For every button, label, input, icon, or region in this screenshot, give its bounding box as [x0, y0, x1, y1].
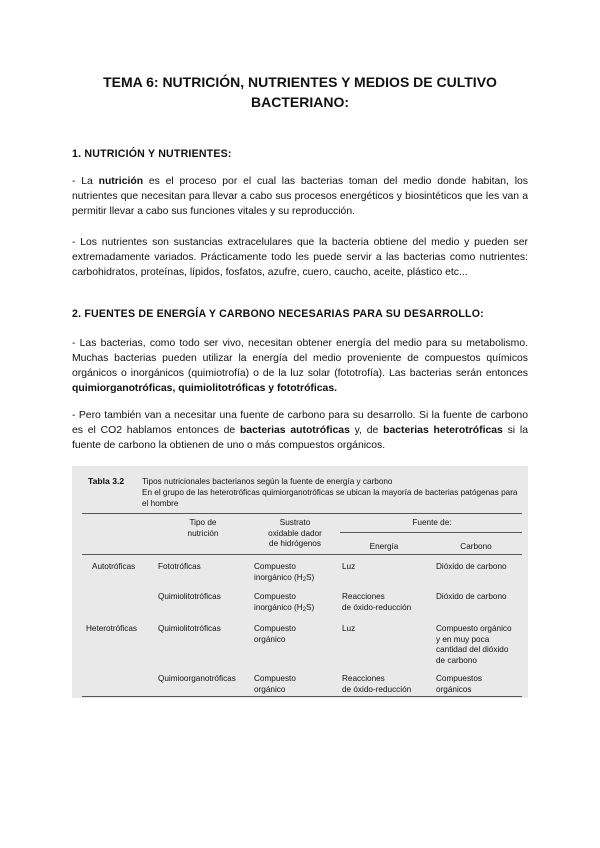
text-run: si la fuente de carbono la obtienen de uno o más compuestos orgánicos. [72, 425, 528, 451]
bold-term-types: quimiorganotróficas, quimiolitotróficas y fototróficas. [72, 383, 337, 394]
text-run: S) [306, 602, 315, 612]
nutrition-types-table [72, 466, 528, 698]
header-fuente-rule [340, 532, 522, 533]
row3-carbono-line: de carbono [436, 655, 477, 665]
header-tipo [158, 518, 248, 539]
table-caption-line-1: Tipos nutricionales bacterianos según la fuente de energía y carbono [142, 477, 393, 486]
text-run: es el proceso por el cual las bacterias toman del medio donde habitan, los nutrientes que necesitan para llevar a cabo sus procesos energéticos y biosintéticos que les van a permitir llevar a cabo sus funciones vitales y su reproducción. [72, 176, 528, 217]
row2-sustrato-line [254, 603, 314, 616]
row3-sustrato [254, 624, 296, 645]
row2-sustrato [254, 592, 314, 615]
section-1-heading: 1. NUTRICIÓN Y NUTRIENTES: [72, 148, 232, 160]
row1-sustrato-line: Compuesto [254, 562, 296, 571]
row3-carbono-line: cantidad del dióxido [436, 645, 509, 654]
row1-sustrato [254, 562, 314, 585]
bold-term-nutricion: nutrición [98, 176, 144, 187]
text-run: - Las bacterias, como todo ser vivo, necesitan obtener energía del medio para su metabolismo. Muchas bacterias pueden utilizar la energía del medio proveniente de compuestos químicos orgánicos o inorgánicos (quimiotrofía) o de la luz solar (fototrofía). Las bacterias serán entonces [72, 338, 528, 379]
header-bottom-rule [82, 554, 522, 555]
row3-carbono [436, 624, 512, 666]
row4-tipo: Quimioorganotróficas [158, 674, 236, 683]
table-caption [142, 476, 522, 509]
row4-sustrato-line: Compuesto [254, 674, 296, 683]
row2-energia-line: de óxido-reducción [342, 602, 412, 612]
row4-energia-line: Reacciones [342, 674, 385, 683]
table-top-rule [82, 513, 522, 514]
row2-energia-line: Reacciones [342, 592, 385, 601]
subscript: 2 [302, 576, 307, 583]
header-tipo-line: nutrición [187, 528, 219, 538]
document-title [60, 72, 540, 112]
row4-carbono-line: Compuestos [436, 674, 482, 683]
header-fuente: Fuente de: [412, 518, 452, 527]
row2-tipo: Quimiolitotróficas [158, 592, 221, 601]
title-line-1: TEMA 6: NUTRICIÓN, NUTRIENTES Y MEDIOS DE CULTIVO [103, 74, 497, 90]
group-autotroficas: Autotróficas [92, 562, 136, 571]
row2-energia [342, 592, 411, 613]
row3-carbono-line: y en muy poca [436, 634, 490, 644]
header-carbono: Carbono [460, 542, 492, 551]
row2-carbono: Dióxido de carbono [436, 592, 507, 601]
row1-energia: Luz [342, 562, 356, 571]
header-sustrato-line: oxidable dador [268, 528, 322, 538]
row4-energia-line: de óxido-reducción [342, 684, 412, 694]
table-caption-line-2: En el grupo de las heterotróficas quimiorganotróficas se ubican la mayoría de bacterias patógenas para el hombre [142, 488, 518, 508]
row1-sustrato-line [254, 573, 314, 586]
row4-carbono [436, 674, 482, 695]
header-sustrato-line: de hidrógenos [269, 539, 321, 548]
section-2-paragraph-1 [72, 336, 528, 396]
text-run: - La [72, 176, 99, 187]
section-1-paragraph-2: - Los nutrientes son sustancias extracelulares que la bacteria obtiene del medio y pueden ser extremadamente variados. Prácticamente todo les puede servir a las bacterias como nutrientes: carbohidratos, proteínas, lípidos, fosfatos, azufre, cuero, caucho, aceite, plástico etc... [72, 237, 528, 278]
section-2-heading: 2. FUENTES DE ENERGÍA Y CARBONO NECESARIAS PARA SU DESARROLLO: [72, 308, 484, 320]
row4-sustrato-line: orgánico [254, 684, 286, 694]
text-run: inorgánico (H [254, 572, 303, 582]
row4-sustrato [254, 674, 296, 695]
title-line-2: BACTERIANO: [251, 94, 349, 110]
text-run: inorgánico (H [254, 602, 303, 612]
row2-sustrato-line: Compuesto [254, 592, 296, 601]
row1-carbono: Dióxido de carbono [436, 562, 507, 571]
text-run: - Pero también van a necesitar una fuente de carbono para su desarrollo. Si la fuente de carbono es el CO2 hablamos entonces de [72, 410, 528, 436]
table-bottom-rule [82, 696, 522, 697]
header-sustrato [250, 518, 340, 550]
text-run: y, de [349, 425, 384, 436]
row3-tipo: Quimiolitotróficas [158, 624, 221, 633]
row4-energia [342, 674, 411, 695]
text-run: S) [306, 572, 315, 582]
row3-carbono-line: Compuesto orgánico [436, 624, 512, 633]
row1-tipo: Fototróficas [158, 562, 201, 571]
row3-sustrato-line: orgánico [254, 634, 286, 644]
section-2-paragraph-2 [72, 408, 528, 453]
table-number: Tabla 3.2 [88, 476, 125, 486]
group-heterotroficas: Heterotróficas [86, 624, 137, 633]
row3-energia: Luz [342, 624, 356, 633]
bold-term-heterotroficas: bacterias heterotróficas [383, 425, 503, 436]
header-sustrato-line: Sustrato [279, 518, 311, 527]
row4-carbono-line: orgánicos [436, 684, 472, 694]
subscript: 2 [302, 606, 307, 613]
section-1-paragraph-1 [72, 174, 528, 219]
row3-sustrato-line: Compuesto [254, 624, 296, 633]
header-tipo-line: Tipo de [189, 518, 217, 527]
header-energia: Energía [369, 542, 399, 551]
bold-term-autotroficas: bacterias autotróficas [239, 425, 350, 436]
